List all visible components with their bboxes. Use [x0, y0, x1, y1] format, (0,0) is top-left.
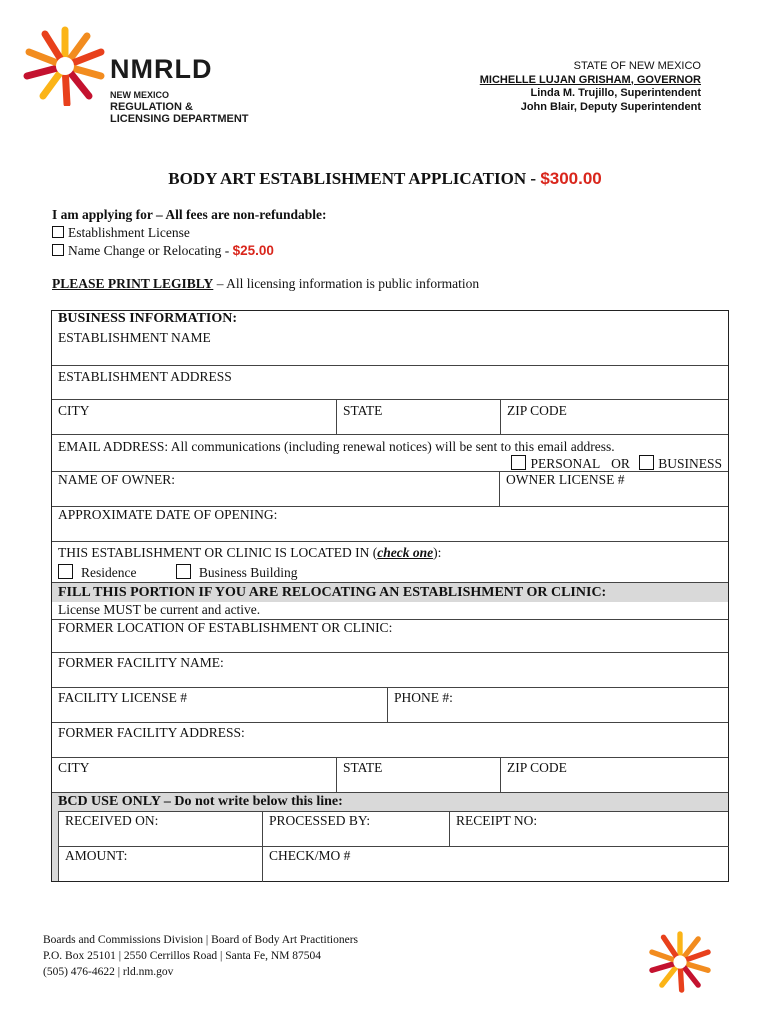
owner-row	[52, 472, 728, 507]
opening-date-field[interactable]	[52, 507, 728, 541]
former-state-field[interactable]	[336, 758, 500, 792]
opening-date-label: APPROXIMATE DATE OF OPENING:	[58, 507, 278, 522]
business-info-heading: BUSINESS INFORMATION:	[58, 311, 238, 326]
check-mo-field[interactable]	[262, 847, 729, 882]
former-facility-name-label: FORMER FACILITY NAME:	[58, 655, 224, 670]
footer-contact	[43, 932, 358, 980]
former-zip-field[interactable]	[500, 758, 728, 792]
bcd-heading: BCD USE ONLY – Do not write below this line:	[58, 794, 343, 809]
logo-line-2: REGULATION &	[110, 101, 193, 113]
footer-line-3: (505) 476-4622 | rld.nm.gov	[43, 966, 174, 978]
amount-field[interactable]	[59, 847, 262, 882]
location-type-row	[52, 542, 728, 583]
former-city-state-zip-row	[52, 758, 728, 793]
logo-wordmark: NMRLD	[110, 54, 213, 84]
state-name: STATE OF NEW MEXICO	[573, 60, 701, 72]
option-establishment-license	[52, 224, 327, 242]
governor-name: MICHELLE LUJAN GRISHAM, GOVERNOR	[479, 73, 701, 86]
check-mo-label: CHECK/MO #	[269, 848, 351, 863]
title-text: BODY ART ESTABLISHMENT APPLICATION -	[168, 169, 541, 188]
former-city-field[interactable]	[52, 758, 336, 792]
page-title	[0, 169, 770, 189]
establishment-address-row	[52, 366, 728, 400]
or-label: OR	[611, 456, 630, 471]
logo-line-1: NEW MEXICO	[110, 90, 170, 100]
check-one-text: check one	[377, 545, 434, 560]
name-change-fee: $25.00	[232, 243, 274, 258]
phone-field[interactable]	[387, 688, 728, 722]
zip-label: ZIP CODE	[507, 403, 567, 418]
bcd-grid	[58, 811, 728, 881]
former-facility-name-field[interactable]	[52, 653, 728, 687]
facility-license-field[interactable]	[52, 688, 387, 722]
establishment-name-label: ESTABLISHMENT NAME	[58, 330, 211, 345]
business-building-checkbox[interactable]	[176, 564, 191, 579]
print-legibly-note	[52, 276, 479, 292]
former-address-row	[52, 723, 728, 758]
applying-lead: I am applying for – All fees are non-refundable:	[52, 207, 327, 222]
establishment-address-field[interactable]	[52, 366, 728, 399]
state-field[interactable]	[336, 400, 500, 434]
business-checkbox[interactable]	[639, 455, 654, 470]
bcd-table	[52, 811, 728, 881]
owner-license-label: OWNER LICENSE #	[506, 472, 625, 487]
footer-line-2: P.O. Box 25101 | 2550 Cerrillos Road | Santa Fe, NM 87504	[43, 950, 322, 962]
establishment-license-label: Establishment License	[68, 225, 190, 240]
bcd-heading-row	[52, 793, 728, 811]
logo-subtitle	[110, 89, 249, 125]
establishment-name-field[interactable]	[52, 328, 728, 366]
business-building-label: Business Building	[198, 565, 298, 580]
city-field[interactable]	[52, 400, 336, 434]
received-on-label: RECEIVED ON:	[65, 813, 159, 828]
former-location-field[interactable]	[52, 620, 728, 652]
email-field[interactable]	[52, 435, 728, 471]
processed-by-label: PROCESSED BY:	[269, 813, 371, 828]
state-officials-block	[480, 60, 701, 114]
former-location-label: FORMER LOCATION OF ESTABLISHMENT OR CLINIC:	[58, 620, 393, 635]
former-location-row	[52, 620, 728, 653]
nmrld-logo-icon	[20, 26, 110, 106]
state-label: STATE	[343, 403, 383, 418]
opening-date-row	[52, 507, 728, 542]
footer-logo-icon	[647, 929, 713, 995]
former-address-field[interactable]	[52, 723, 728, 757]
city-label: CITY	[58, 403, 90, 418]
print-legibly-text: – All licensing information is public information	[213, 276, 480, 291]
business-label: BUSINESS	[658, 456, 722, 471]
option-name-change	[52, 242, 327, 260]
footer-line-1: Boards and Commissions Division | Board of Body Art Practitioners	[43, 934, 359, 946]
phone-label: PHONE #:	[394, 690, 453, 705]
relocating-heading: FILL THIS PORTION IF YOU ARE RELOCATING AN ESTABLISHMENT OR CLINIC:	[58, 585, 607, 600]
city-state-zip-row	[52, 400, 728, 435]
superintendent-name: Linda M. Trujillo, Superintendent	[530, 87, 701, 99]
facility-license-label: FACILITY LICENSE #	[58, 690, 187, 705]
personal-checkbox[interactable]	[511, 455, 526, 470]
relocating-note: License MUST be current and active.	[52, 602, 728, 619]
owner-name-field[interactable]	[52, 472, 499, 506]
relocating-heading-row	[52, 583, 728, 620]
former-state-label: STATE	[343, 760, 383, 775]
establishment-license-checkbox[interactable]	[52, 226, 64, 238]
deputy-name: John Blair, Deputy Superintendent	[520, 100, 701, 113]
title-fee: $300.00	[540, 169, 602, 188]
amount-label: AMOUNT:	[65, 848, 128, 863]
residence-checkbox[interactable]	[58, 564, 73, 579]
establishment-address-label: ESTABLISHMENT ADDRESS	[58, 369, 232, 384]
name-change-label: Name Change or Relocating -	[68, 243, 233, 258]
facility-license-row	[52, 688, 728, 723]
email-row	[52, 435, 728, 472]
residence-label: Residence	[81, 565, 137, 580]
print-legibly-lead: PLEASE PRINT LEGIBLY	[52, 276, 214, 291]
location-type-field	[52, 542, 728, 582]
email-label: EMAIL ADDRESS: All communications (including renewal notices) will be sent to this email address.	[58, 439, 615, 454]
received-on-field[interactable]	[59, 812, 262, 847]
owner-name-label: NAME OF OWNER:	[58, 472, 175, 487]
personal-label: PERSONAL	[530, 456, 600, 471]
applying-for-section	[52, 206, 327, 260]
owner-license-field[interactable]	[499, 472, 728, 506]
location-type-label: THIS ESTABLISHMENT OR CLINIC IS LOCATED IN (check one):	[58, 545, 442, 560]
logo-line-3: LICENSING DEPARTMENT	[110, 113, 249, 125]
application-form	[51, 310, 729, 882]
former-address-label: FORMER FACILITY ADDRESS:	[58, 725, 245, 740]
name-change-checkbox[interactable]	[52, 244, 64, 256]
processed-by-field[interactable]	[262, 812, 449, 847]
receipt-no-field[interactable]	[449, 812, 729, 847]
former-city-label: CITY	[58, 760, 90, 775]
zip-field[interactable]	[500, 400, 728, 434]
email-type-options	[58, 455, 722, 472]
establishment-name-row	[52, 311, 728, 366]
former-facility-name-row	[52, 653, 728, 688]
receipt-no-label: RECEIPT NO:	[456, 813, 538, 828]
former-zip-label: ZIP CODE	[507, 760, 567, 775]
location-options	[58, 564, 722, 581]
